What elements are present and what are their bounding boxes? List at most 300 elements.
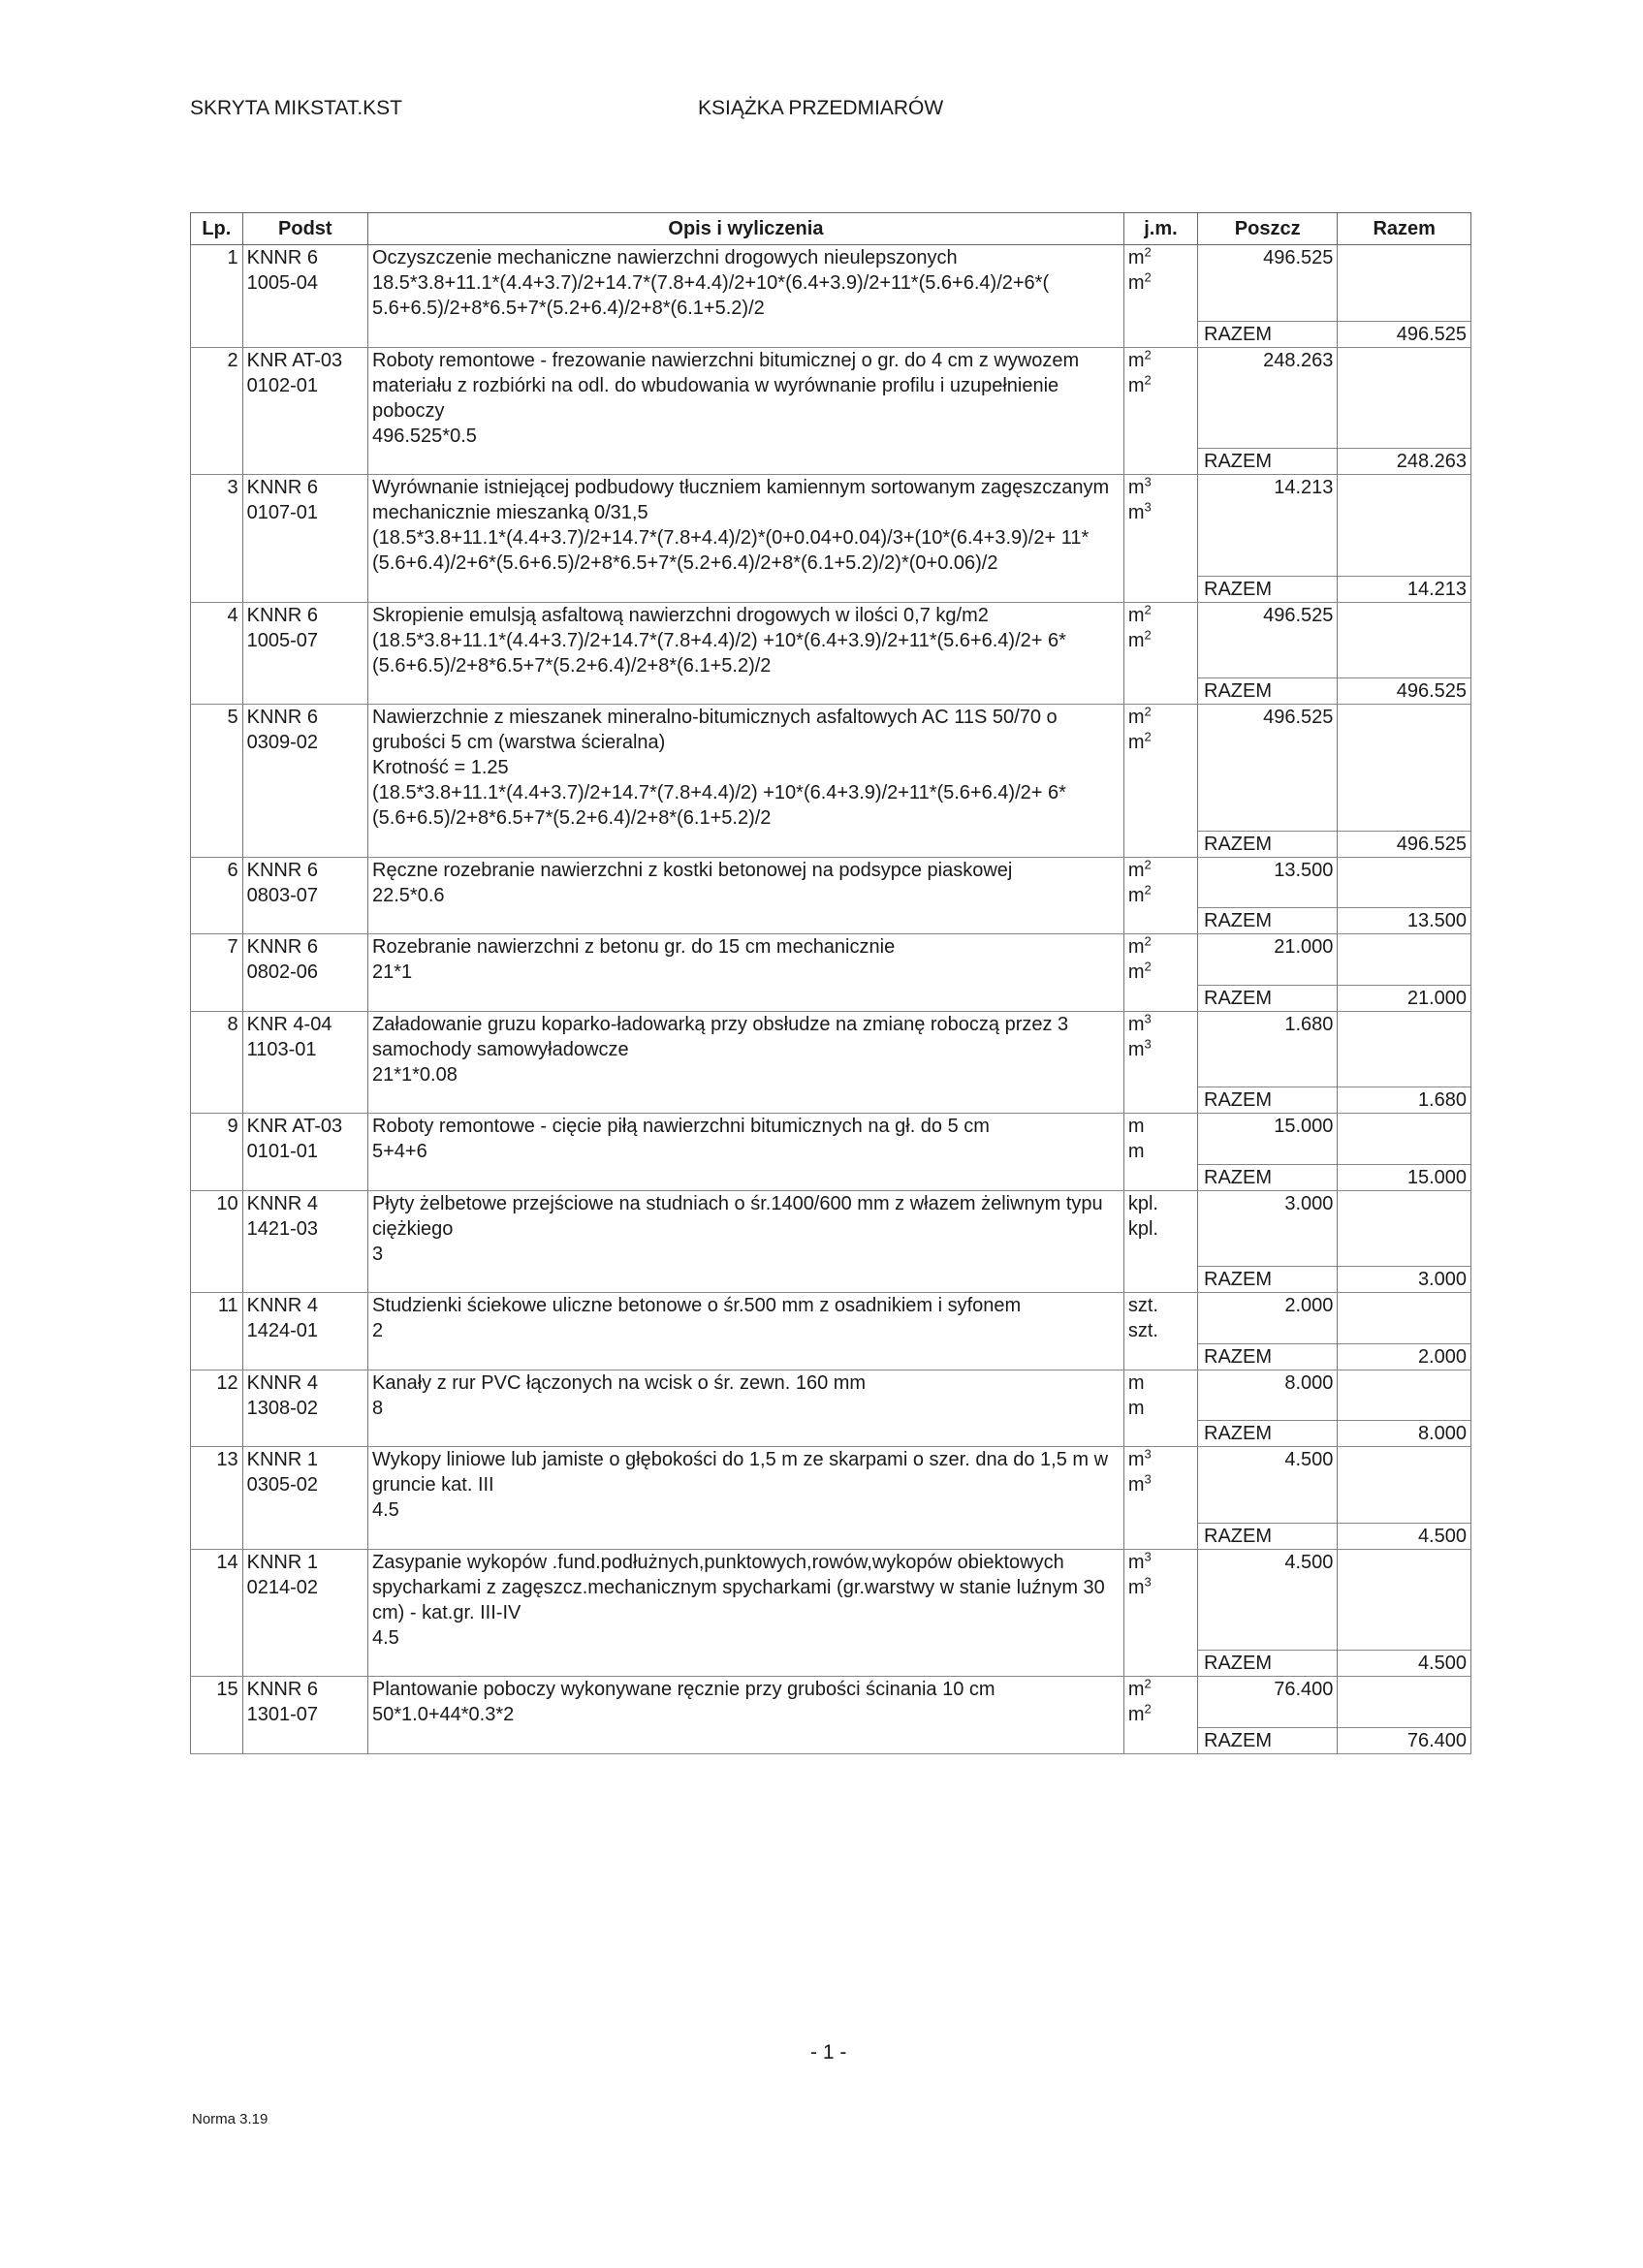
razem-empty-podst	[242, 831, 367, 857]
item-jm-desc	[1128, 1447, 1193, 1472]
item-jm-desc	[1128, 1114, 1193, 1139]
razem-empty-lp	[191, 576, 243, 602]
item-lp: 4	[191, 602, 243, 678]
item-jm-calc-exponent: 2	[1144, 959, 1152, 974]
item-jm	[1123, 705, 1197, 832]
item-jm-calc-unit: m	[1127, 1397, 1145, 1419]
item-poszcz	[1198, 1370, 1338, 1421]
item-opis-text: Skropienie emulsją asfaltową nawierzchni drogowych w ilości 0,7 kg/m2	[372, 604, 989, 626]
item-podstawa-catalog: KNR 4-04	[246, 1013, 332, 1035]
item-podstawa-position: 0107-01	[246, 502, 319, 523]
item-opis-text: Wykopy liniowe lub jamiste o głębokości do 1,5 m ze skarpami o szer. dna do 1,5 m w gruncie kat. III	[372, 1449, 1109, 1496]
item-jm-desc	[1128, 1370, 1193, 1396]
item-lp: 9	[191, 1114, 243, 1165]
item-podstawa-position: 0214-02	[246, 1576, 319, 1598]
item-podstawa	[242, 1677, 367, 1728]
item-razem-empty	[1338, 347, 1471, 449]
software-version: Norma 3.19	[192, 2111, 269, 2127]
col-header-lp: Lp.	[191, 213, 243, 245]
item-calculation: 5+4+6	[372, 1141, 427, 1162]
item-jm-desc-exponent: 2	[1144, 601, 1152, 616]
item-podstawa-catalog: KNNR 6	[246, 604, 318, 626]
item-jm-calc-unit: m	[1127, 884, 1145, 906]
item-razem-row	[191, 1343, 1471, 1370]
item-poszcz	[1198, 857, 1338, 908]
razem-empty-opis	[368, 678, 1124, 705]
item-jm	[1123, 347, 1197, 449]
razem-label: RAZEM	[1198, 1523, 1338, 1549]
item-opis	[368, 1447, 1124, 1524]
razem-label: RAZEM	[1198, 1087, 1338, 1114]
item-description-row	[191, 1370, 1471, 1421]
item-jm-desc-unit: m	[1127, 247, 1145, 268]
razem-empty-jm	[1123, 1087, 1197, 1114]
item-jm-desc-exponent: 2	[1144, 1676, 1152, 1691]
item-opis	[368, 705, 1124, 832]
item-jm-desc	[1128, 858, 1193, 883]
razem-label: RAZEM	[1198, 831, 1338, 857]
item-jm-desc-unit: m	[1127, 859, 1145, 881]
item-jm-calc	[1128, 1472, 1193, 1497]
item-jm-desc	[1128, 934, 1193, 960]
item-description-row	[191, 1447, 1471, 1524]
item-podstawa-catalog: KNNR 4	[246, 1295, 318, 1316]
item-podstawa-catalog: KNNR 1	[246, 1551, 318, 1573]
razem-empty-jm	[1123, 1727, 1197, 1753]
razem-empty-jm	[1123, 1523, 1197, 1549]
item-opis-text: Rozebranie nawierzchni z betonu gr. do 15 cm mechanicznie	[372, 936, 896, 958]
item-opis	[368, 1114, 1124, 1165]
item-description-row	[191, 857, 1471, 908]
item-razem-row	[191, 449, 1471, 475]
item-opis-text: Plantowanie poboczy wykonywane ręcznie przy grubości ścinania 10 cm	[372, 1679, 995, 1700]
razem-value: 15.000	[1338, 1164, 1471, 1190]
item-razem-empty	[1338, 934, 1471, 986]
item-podstawa-position: 1103-01	[246, 1038, 317, 1060]
item-jm	[1123, 857, 1197, 908]
razem-empty-jm	[1123, 449, 1197, 475]
item-podstawa-catalog: KNNR 4	[246, 1192, 318, 1214]
razem-empty-jm	[1123, 1164, 1197, 1190]
item-opis	[368, 347, 1124, 449]
item-jm-desc-unit: m	[1127, 936, 1145, 958]
razem-empty-podst	[242, 678, 367, 705]
item-podstawa-catalog: KNNR 6	[246, 936, 318, 958]
razem-empty-jm	[1123, 678, 1197, 705]
item-jm-calc	[1128, 960, 1193, 985]
item-podstawa-catalog: KNNR 6	[246, 1679, 318, 1700]
item-opis	[368, 1370, 1124, 1421]
razem-empty-opis	[368, 1523, 1124, 1549]
item-razem-row	[191, 1421, 1471, 1447]
razem-empty-lp	[191, 1421, 243, 1447]
item-jm-desc-exponent: 2	[1144, 933, 1152, 949]
item-lp: 6	[191, 857, 243, 908]
razem-empty-lp	[191, 321, 243, 347]
item-description-row	[191, 1011, 1471, 1087]
item-jm-desc-unit: m	[1127, 349, 1145, 371]
item-opis-text: Nawierzchnie z mieszanek mineralno-bitumicznych asfaltowych AC 11S 50/70 o grubości 5 cm (warstwa ścieralna)	[372, 707, 1058, 753]
item-jm	[1123, 245, 1197, 322]
razem-empty-podst	[242, 1087, 367, 1114]
item-opis	[368, 857, 1124, 908]
razem-empty-jm	[1123, 576, 1197, 602]
item-razem-empty	[1338, 857, 1471, 908]
col-header-podst: Podst	[242, 213, 367, 245]
item-poszcz-value: 21.000	[1274, 936, 1334, 958]
item-jm-calc-unit: m	[1127, 502, 1145, 523]
item-podstawa-position: 0802-06	[246, 961, 319, 983]
item-calculation: 4.5	[372, 1626, 399, 1649]
item-podstawa-position: 0803-07	[246, 884, 319, 906]
item-podstawa	[242, 705, 367, 832]
item-jm-desc-exponent: 2	[1144, 704, 1152, 719]
razem-empty-jm	[1123, 908, 1197, 934]
item-opis-text: Studzienki ściekowe uliczne betonowe o śr.500 mm z osadnikiem i syfonem	[372, 1295, 1022, 1316]
item-jm-calc-unit: m	[1127, 961, 1145, 983]
item-jm-calc-exponent: 2	[1144, 881, 1152, 897]
razem-empty-opis	[368, 1421, 1124, 1447]
item-jm	[1123, 1370, 1197, 1421]
item-jm-calc-unit: m	[1127, 1038, 1145, 1060]
item-poszcz-value: 248.263	[1263, 349, 1334, 371]
item-description-row	[191, 1677, 1471, 1728]
item-podstawa	[242, 1114, 367, 1165]
item-opis-text: Roboty remontowe - frezowanie nawierzchni bitumicznej o gr. do 4 cm z wywozem materiału z rozbiórki na odl. do wbudowania w wyrównanie profilu i uzupełnienie poboczy	[372, 349, 1080, 422]
razem-value: 496.525	[1338, 831, 1471, 857]
item-krotnosc: Krotność = 1.25	[372, 757, 509, 778]
item-lp: 1	[191, 245, 243, 322]
item-jm-calc	[1128, 730, 1193, 755]
item-razem-empty	[1338, 1549, 1471, 1651]
item-calculation: 8	[372, 1397, 384, 1419]
item-calculation: 50*1.0+44*0.3*2	[372, 1704, 515, 1725]
item-poszcz	[1198, 245, 1338, 322]
item-description-row	[191, 602, 1471, 678]
item-lp: 15	[191, 1677, 243, 1728]
item-opis	[368, 1677, 1124, 1728]
item-jm-desc-exponent: 3	[1144, 1010, 1152, 1025]
item-poszcz-value: 8.000	[1284, 1371, 1334, 1394]
item-jm-desc	[1128, 1012, 1193, 1037]
item-calculation: (18.5*3.8+11.1*(4.4+3.7)/2+14.7*(7.8+4.4)/2) +10*(6.4+3.9)/2+11*(5.6+6.4)/2+ 6*(5.6+6.5)/2+8*6.5+7*(5.2+6.4)/2+8*(6.1+5.2)/2	[372, 782, 1066, 829]
item-poszcz	[1198, 1011, 1338, 1087]
item-poszcz-value: 15.000	[1274, 1116, 1334, 1137]
document-title: KSIĄŻKA PRZEDMIARÓW	[698, 97, 944, 119]
item-jm-calc-exponent: 3	[1144, 499, 1152, 515]
item-jm-calc	[1128, 1575, 1193, 1600]
item-razem-empty	[1338, 602, 1471, 678]
item-lp: 8	[191, 1011, 243, 1087]
item-podstawa-position: 1424-01	[246, 1320, 319, 1341]
item-podstawa-position: 1301-07	[246, 1704, 319, 1725]
item-poszcz-value: 1.680	[1284, 1013, 1334, 1035]
razem-empty-podst	[242, 1343, 367, 1370]
item-podstawa-catalog: KNNR 6	[246, 859, 318, 881]
item-opis	[368, 602, 1124, 678]
item-razem-empty	[1338, 705, 1471, 832]
item-podstawa	[242, 602, 367, 678]
item-description-row	[191, 1190, 1471, 1267]
item-jm-desc-unit: szt.	[1127, 1295, 1158, 1316]
item-jm	[1123, 934, 1197, 986]
item-razem-row	[191, 576, 1471, 602]
razem-empty-podst	[242, 1421, 367, 1447]
item-jm	[1123, 1114, 1197, 1165]
razem-empty-podst	[242, 908, 367, 934]
item-jm-calc-exponent: 3	[1144, 1035, 1152, 1051]
item-razem-empty	[1338, 1370, 1471, 1421]
item-calculation: 3	[372, 1243, 384, 1265]
item-podstawa-catalog: KNNR 6	[246, 707, 318, 728]
item-jm	[1123, 1677, 1197, 1728]
item-opis	[368, 1293, 1124, 1344]
item-poszcz-value: 4.500	[1284, 1551, 1334, 1573]
col-header-opis: Opis i wyliczenia	[368, 213, 1124, 245]
item-poszcz-value: 496.525	[1263, 247, 1334, 268]
item-podstawa-position: 0101-01	[246, 1141, 319, 1162]
item-podstawa	[242, 1370, 367, 1421]
item-razem-row	[191, 1727, 1471, 1753]
item-jm-calc	[1128, 1318, 1193, 1343]
item-podstawa-position: 0309-02	[246, 732, 319, 753]
item-description-row	[191, 347, 1471, 449]
item-jm-calc-unit: m	[1127, 1141, 1145, 1162]
razem-empty-lp	[191, 449, 243, 475]
item-jm-calc-unit: m	[1127, 629, 1145, 651]
item-description-row	[191, 1549, 1471, 1651]
item-poszcz-value: 496.525	[1263, 707, 1334, 728]
item-description-row	[191, 1114, 1471, 1165]
item-jm-desc-unit: m	[1127, 1371, 1145, 1394]
col-header-jm: j.m.	[1123, 213, 1197, 245]
razem-value: 1.680	[1338, 1087, 1471, 1114]
item-jm-desc-unit: m	[1127, 1116, 1145, 1137]
item-jm-desc-unit: m	[1127, 1449, 1145, 1470]
item-calculation: 22.5*0.6	[372, 884, 445, 906]
item-calculation: 496.525*0.5	[372, 425, 477, 447]
item-jm-desc	[1128, 245, 1193, 270]
item-poszcz-value: 14.213	[1274, 477, 1334, 498]
razem-label: RAZEM	[1198, 1651, 1338, 1677]
item-jm-desc-exponent: 2	[1144, 346, 1152, 362]
item-jm-desc	[1128, 705, 1193, 730]
item-opis	[368, 475, 1124, 577]
item-jm-calc-unit: szt.	[1127, 1320, 1158, 1341]
item-jm	[1123, 1190, 1197, 1267]
razem-label: RAZEM	[1198, 1727, 1338, 1753]
item-jm-calc	[1128, 1037, 1193, 1062]
item-razem-empty	[1338, 1293, 1471, 1344]
razem-value: 13.500	[1338, 908, 1471, 934]
item-razem-row	[191, 1651, 1471, 1677]
razem-label: RAZEM	[1198, 449, 1338, 475]
item-poszcz-value: 4.500	[1284, 1449, 1334, 1470]
razem-empty-lp	[191, 1727, 243, 1753]
item-razem-row	[191, 678, 1471, 705]
razem-label: RAZEM	[1198, 1421, 1338, 1447]
item-jm-calc-exponent: 3	[1144, 1471, 1152, 1487]
item-poszcz	[1198, 705, 1338, 832]
item-opis-text: Roboty remontowe - cięcie piłą nawierzchni bitumicznych na gł. do 5 cm	[372, 1116, 990, 1137]
item-podstawa	[242, 1549, 367, 1651]
razem-label: RAZEM	[1198, 678, 1338, 705]
item-podstawa-position: 1421-03	[246, 1217, 319, 1240]
item-poszcz	[1198, 1293, 1338, 1344]
razem-value: 4.500	[1338, 1651, 1471, 1677]
item-opis	[368, 1190, 1124, 1267]
item-description-row	[191, 245, 1471, 322]
item-opis	[368, 1011, 1124, 1087]
razem-value: 496.525	[1338, 678, 1471, 705]
razem-empty-opis	[368, 1164, 1124, 1190]
item-podstawa-catalog: KNNR 4	[246, 1371, 318, 1394]
razem-empty-podst	[242, 1267, 367, 1293]
item-jm-desc	[1128, 603, 1193, 628]
item-jm-calc-exponent: 2	[1144, 1701, 1152, 1717]
item-jm-calc	[1128, 883, 1193, 908]
razem-empty-lp	[191, 1343, 243, 1370]
item-podstawa-catalog: KNR AT-03	[246, 1116, 343, 1137]
razem-value: 21.000	[1338, 985, 1471, 1011]
razem-empty-jm	[1123, 1651, 1197, 1677]
item-jm-desc-unit: m	[1127, 707, 1145, 728]
item-description-row	[191, 1293, 1471, 1344]
file-name: SKRYTA MIKSTAT.KST	[190, 97, 402, 119]
item-jm	[1123, 1549, 1197, 1651]
item-jm-calc-unit: m	[1127, 1704, 1145, 1725]
przedmiar-table	[190, 212, 1471, 1754]
item-razem-empty	[1338, 475, 1471, 577]
item-jm-calc	[1128, 1216, 1193, 1242]
item-opis-text: Oczyszczenie mechaniczne nawierzchni drogowych nieulepszonych	[372, 247, 958, 268]
razem-empty-lp	[191, 1651, 243, 1677]
item-jm-calc	[1128, 628, 1193, 653]
item-podstawa-position: 1308-02	[246, 1397, 319, 1419]
razem-empty-podst	[242, 1651, 367, 1677]
razem-empty-podst	[242, 985, 367, 1011]
item-podstawa-position: 1005-07	[246, 629, 319, 651]
razem-empty-opis	[368, 1651, 1124, 1677]
razem-value: 248.263	[1338, 449, 1471, 475]
item-opis-text: Zasypanie wykopów .fund.podłużnych,punktowych,rowów,wykopów obiektowych spycharkami z zagęszcz.mechanicznym spycharkami (gr.warstwy w stanie luźnym 30 cm) - kat.gr. III-IV	[372, 1551, 1105, 1623]
item-razem-row	[191, 1267, 1471, 1293]
razem-label: RAZEM	[1198, 1343, 1338, 1370]
item-jm	[1123, 1011, 1197, 1087]
item-poszcz	[1198, 1447, 1338, 1524]
item-razem-empty	[1338, 1447, 1471, 1524]
item-calculation: 21*1*0.08	[372, 1063, 458, 1086]
item-jm-desc	[1128, 475, 1193, 500]
item-podstawa-catalog: KNNR 6	[246, 477, 318, 498]
item-jm-desc-unit: m	[1127, 477, 1145, 498]
item-lp: 3	[191, 475, 243, 577]
razem-empty-opis	[368, 449, 1124, 475]
item-jm-desc	[1128, 348, 1193, 373]
razem-empty-lp	[191, 1267, 243, 1293]
item-poszcz-value: 2.000	[1284, 1295, 1334, 1316]
item-jm-calc-unit: m	[1127, 272, 1145, 294]
item-lp: 5	[191, 705, 243, 832]
item-jm	[1123, 1293, 1197, 1344]
item-podstawa-position: 1005-04	[246, 272, 319, 294]
item-podstawa	[242, 475, 367, 577]
page-number: - 1 -	[810, 2041, 847, 2063]
item-podstawa-catalog: KNR AT-03	[246, 349, 343, 371]
item-poszcz-value: 3.000	[1284, 1192, 1334, 1214]
razem-empty-podst	[242, 1523, 367, 1549]
item-jm-calc	[1128, 1396, 1193, 1421]
item-lp: 11	[191, 1293, 243, 1344]
item-jm-desc-exponent: 2	[1144, 856, 1152, 871]
col-header-poszcz: Poszcz	[1198, 213, 1338, 245]
item-podstawa	[242, 934, 367, 986]
item-opis	[368, 934, 1124, 986]
razem-empty-opis	[368, 1727, 1124, 1753]
item-jm-calc	[1128, 373, 1193, 398]
item-poszcz	[1198, 1549, 1338, 1651]
razem-empty-lp	[191, 831, 243, 857]
razem-value: 2.000	[1338, 1343, 1471, 1370]
item-jm-desc-exponent: 2	[1144, 244, 1152, 260]
item-razem-row	[191, 1164, 1471, 1190]
item-razem-row	[191, 908, 1471, 934]
item-jm-calc-exponent: 2	[1144, 269, 1152, 285]
item-razem-empty	[1338, 245, 1471, 322]
item-jm-desc-exponent: 3	[1144, 474, 1152, 489]
razem-empty-opis	[368, 321, 1124, 347]
razem-empty-jm	[1123, 1343, 1197, 1370]
item-podstawa	[242, 1190, 367, 1267]
item-jm-calc-unit: m	[1127, 1474, 1145, 1496]
razem-value: 3.000	[1338, 1267, 1471, 1293]
item-opis-text: Kanały z rur PVC łączonych na wcisk o śr. zewn. 160 mm	[372, 1371, 867, 1394]
item-razem-empty	[1338, 1011, 1471, 1087]
item-lp: 14	[191, 1549, 243, 1651]
item-jm-calc-unit: m	[1127, 732, 1145, 753]
item-jm-calc-exponent: 2	[1144, 729, 1152, 744]
item-calculation: 2	[372, 1320, 384, 1341]
razem-empty-opis	[368, 1267, 1124, 1293]
razem-label: RAZEM	[1198, 576, 1338, 602]
item-opis-text: Płyty żelbetowe przejściowe na studniach o śr.1400/600 mm z włazem żeliwnym typu ciężkiego	[372, 1192, 1103, 1240]
item-opis-text: Załadowanie gruzu koparko-ładowarką przy obsłudze na zmianę roboczą przez 3 samochody samowyładowcze	[372, 1013, 1069, 1060]
item-jm-desc	[1128, 1550, 1193, 1575]
razem-empty-podst	[242, 321, 367, 347]
item-jm-calc	[1128, 270, 1193, 296]
item-jm-desc-unit: m	[1127, 1679, 1145, 1700]
item-calculation: 4.5	[372, 1499, 399, 1521]
razem-empty-jm	[1123, 1267, 1197, 1293]
item-calculation: 21*1	[372, 961, 413, 983]
item-jm	[1123, 602, 1197, 678]
item-opis-text: Ręczne rozebranie nawierzchni z kostki betonowej na podsypce piaskowej	[372, 859, 1013, 881]
razem-empty-opis	[368, 1343, 1124, 1370]
item-jm-desc-exponent: 3	[1144, 1548, 1152, 1563]
item-podstawa-catalog: KNNR 6	[246, 247, 318, 268]
item-calculation: (18.5*3.8+11.1*(4.4+3.7)/2+14.7*(7.8+4.4)/2)*(0+0.04+0.04)/3+(10*(6.4+3.9)/2+ 11*(5.6+6.4)/2+6*(5.6+6.5)/2+8*6.5+7*(5.2+6.4)/2+8*(6.1+5.2)/2)*(0+0.06)/2	[372, 527, 1090, 574]
razem-label: RAZEM	[1198, 985, 1338, 1011]
item-razem-row	[191, 985, 1471, 1011]
item-jm-desc-unit: m	[1127, 604, 1145, 626]
razem-label: RAZEM	[1198, 321, 1338, 347]
item-jm-desc-exponent: 3	[1144, 1446, 1152, 1462]
item-opis	[368, 245, 1124, 322]
table-header-row	[191, 213, 1471, 245]
item-calculation: 18.5*3.8+11.1*(4.4+3.7)/2+14.7*(7.8+4.4)/2+10*(6.4+3.9)/2+11*(5.6+6.4)/2+6*( 5.6+6.5)/2+8*6.5+7*(5.2+6.4)/2+8*(6.1+5.2)/2	[372, 272, 1050, 319]
razem-label: RAZEM	[1198, 1164, 1338, 1190]
item-jm-desc	[1128, 1191, 1193, 1216]
